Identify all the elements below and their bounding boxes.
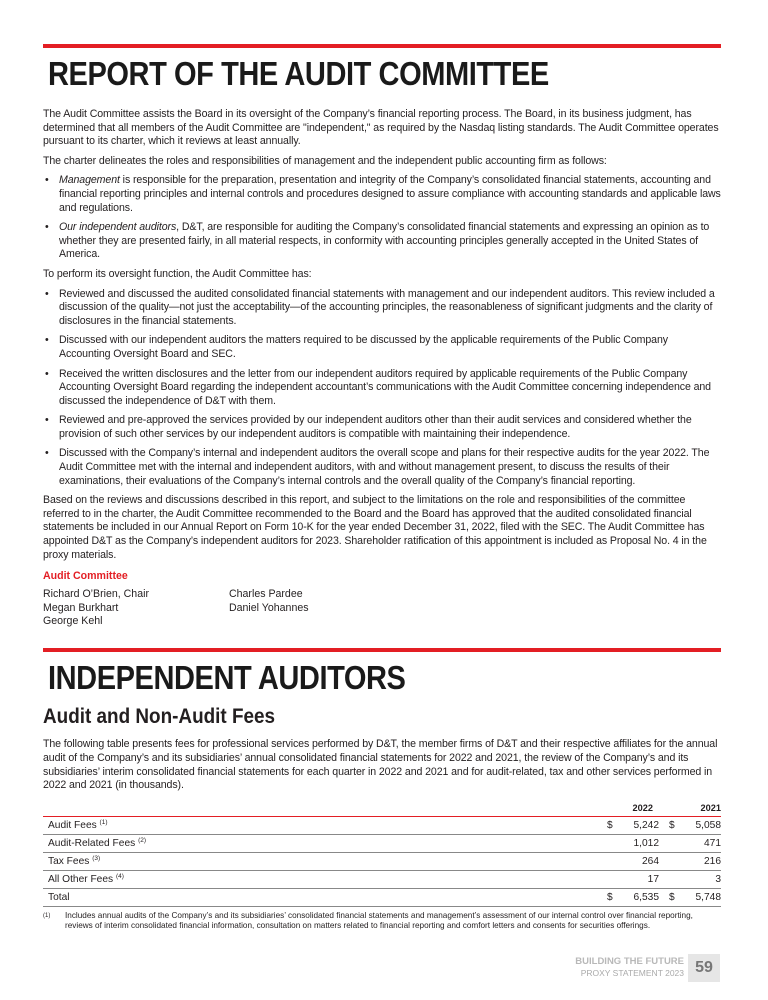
charter-paragraph: The charter delineates the roles and responsibilities of management and the independent public accounting firm as follows: [43, 154, 607, 167]
intro-paragraph: The Audit Committee assists the Board in its oversight of the Company’s financial reporting process. The Board, in its business judgment, has determined that all members of the Audit Committee are "independent," as required by the Nasdaq listing standards. The Audit Committee operates pursuant to its charter, which it reviews at least annually. [43, 108, 719, 148]
list-item: • Our independent auditors, D&T, are responsible for auditing the Company’s consolidated financial statements and expressing an opinion as to whether they are presented fairly, in all material respects, in conformity with accounting principles generally accepted in the United States of America. [43, 221, 721, 262]
oversight-list [43, 288, 721, 489]
table-row: Tax Fees $^{(3)}$ 264 216 [43, 852, 721, 870]
committee-label: Audit Committee [43, 570, 128, 583]
page-number: 59 [688, 954, 720, 982]
column-header-2021: 2021 [700, 802, 721, 813]
page-footer [560, 954, 720, 984]
footer-tagline: BUILDING THE FUTURE [575, 956, 684, 967]
subsection-title: Audit and Non-Audit Fees [43, 705, 276, 729]
table-row: All Other Fees $^{(4)}$ 17 3 [43, 870, 721, 888]
list-item: • Discussed with our independent auditors the matters required to be discussed by the applicable requirements of the Public Company Accounting Oversight Board and SEC. [43, 334, 721, 361]
committee-members [43, 588, 721, 628]
footnote: (1) Includes annual audits of the Company’s and its subsidiaries’ consolidated financial statements and management’s assessment of our internal control over financial reporting, reviews of interim consolidated financial information, consultation on matters related to financial reporting and comfort letters and consents for securities offerings. [43, 910, 693, 931]
table-row: Audit-Related Fees $^{(2)}$ 1,012 471 [43, 834, 721, 852]
table-row: Audit Fees $^{(1)}$ $ 5,242 $ 5,058 [43, 816, 721, 834]
section-title-audit-committee: REPORT OF THE AUDIT COMMITTEE [48, 55, 549, 92]
member-name: Charles Pardee [229, 588, 303, 601]
section-title-independent-auditors: INDEPENDENT AUDITORS [48, 659, 406, 697]
list-item: • Reviewed and discussed the audited consolidated financial statements with management and our independent auditors. This review included a discussion of the quality—not just the acceptability—of the accounting principles, the reasonableness of significant judgments and the clarity of disclosures in the financial statements. [43, 288, 721, 329]
page [43, 0, 721, 932]
section-divider [43, 44, 721, 48]
fees-table [43, 803, 721, 907]
footer-document-name: PROXY STATEMENT 2023 [580, 968, 684, 978]
list-item: • Management is responsible for the preparation, presentation and integrity of the Company’s consolidated financial statements, accounting and financial reporting principles and internal controls and procedures designed to assure compliance with accounting standards and applicable laws and regulations. [43, 174, 721, 215]
roles-list [43, 174, 721, 262]
table-header-row [43, 803, 721, 817]
table-row-total: Total $ 6,535 $ 5,748 [43, 888, 721, 906]
list-item: • Received the written disclosures and the letter from our independent auditors required by applicable requirements of the Public Company Accounting Oversight Board regarding the independent accountant’s communications with the Audit Committee concerning independence and discussed the independence of D&T with them. [43, 368, 721, 409]
conclusion-paragraph: Based on the reviews and discussions described in this report, and subject to the limitations on the role and responsibilities of the committee referred to in the charter, the Audit Committee recommended to the Board and the Board has approved that the audited consolidated financial statements be included in our Annual Report on Form 10-K for the year ended December 31, 2022, filed with the SEC. The Audit Committee has appointed D&T as the Company’s independent auditors for 2023. Shareholder ratification of this appointment is included as Proposal No. 4 in the proxy materials. [43, 494, 707, 561]
oversight-intro: To perform its oversight function, the Audit Committee has: [43, 267, 312, 280]
section-divider [43, 648, 721, 652]
fees-intro-paragraph: The following table presents fees for professional services performed by D&T, the member firms of D&T and their respective affiliates for the annual audit of the Company’s and its subsidiaries’ annual consolidated financial statements for 2022 and 2021, the review of the Company’s and its subsidiaries’ interim consolidated financial statements for each quarter in 2022 and 2021 and for audit-related, tax and other services performed in 2022 and 2021 (in thousands). [43, 738, 718, 792]
member-name: Richard O’Brien, Chair [43, 588, 149, 601]
member-name: Megan Burkhart [43, 601, 119, 614]
column-header-2022: 2022 [632, 802, 653, 813]
member-name: George Kehl [43, 615, 103, 628]
member-name: Daniel Yohannes [229, 601, 309, 614]
list-item: • Reviewed and pre-approved the services provided by our independent auditors other than their audit services and considered whether the provision of such other services by our independent auditors is compatible with maintaining their independence. [43, 414, 721, 441]
list-item: • Discussed with the Company’s internal and independent auditors the overall scope and plans for their respective audits for the year 2022. The Audit Committee met with the internal and independent auditors, with and without management present, to discuss the results of their examinations, their evaluations of the Company’s internal controls and the overall quality of the Company’s financial reporting. [43, 447, 721, 488]
